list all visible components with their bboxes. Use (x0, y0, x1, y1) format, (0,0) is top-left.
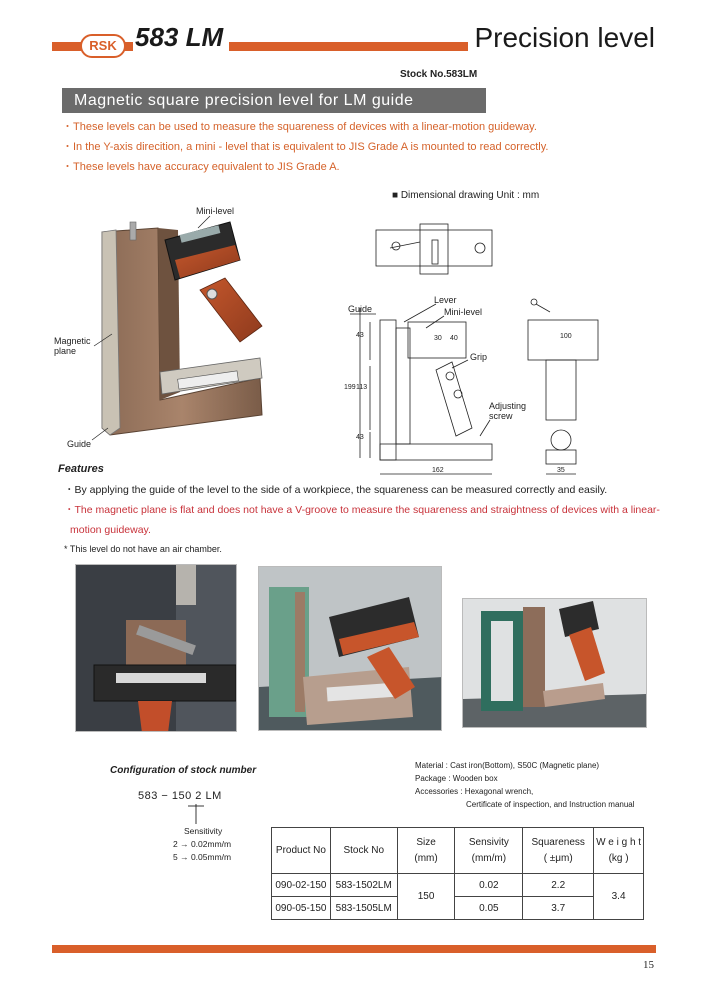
drawing-title: ■ Dimensional drawing Unit : mm (392, 190, 540, 201)
config-sensitivity-5: 5 → 0.05mm/m (173, 852, 232, 862)
drawing-label-lever: Lever (434, 295, 457, 305)
th-stock-no: Stock No (330, 828, 397, 874)
stock-number: Stock No.583LM (400, 69, 478, 80)
cell-weight: 3.4 (594, 874, 644, 920)
cell-stock: 583-1505LM (330, 897, 397, 920)
th-product-no: Product No (272, 828, 331, 874)
accessories-line-2: Certificate of inspection, and Instruction manual (466, 800, 635, 809)
th-sensitivity: Sensivity (mm/m) (455, 828, 523, 874)
label-magnetic: Magnetic (54, 336, 91, 346)
feature-1: ・By applying the guide of the level to the side of a workpiece, the squareness can be measured correctly and easily. (64, 484, 608, 496)
cell-sensitivity: 0.05 (455, 897, 523, 920)
dim-199: 199 (344, 384, 356, 391)
footer-bar (52, 945, 656, 953)
dimensional-drawing (340, 200, 610, 480)
photo-mini-level-closeup (75, 564, 237, 732)
dim-30: 30 (434, 335, 442, 342)
rsk-logo: RSK (80, 34, 126, 58)
bullet-1: ・These levels can be used to measure the squareness of devices with a linear-motion guideway. (62, 121, 537, 133)
feature-2-cont: motion guideway. (70, 524, 151, 536)
air-chamber-note: * This level do not have an air chamber. (64, 544, 222, 554)
th-size: Size (mm) (397, 828, 455, 874)
config-sensitivity-label: Sensitivity (184, 826, 223, 836)
cell-product: 090-05-150 (272, 897, 331, 920)
dim-43-bottom: 43 (356, 434, 364, 441)
spec-table (271, 827, 644, 920)
cell-stock: 583-1502LM (330, 874, 397, 897)
photo-level-on-guideway (258, 566, 442, 731)
material-line: Material : Cast iron(Bottom), S50C (Magnetic plane) (415, 761, 600, 770)
drawing-label-adjusting: Adjusting (489, 401, 527, 411)
th-weight: W e i g h t (kg ) (594, 828, 644, 874)
drawing-label-guide: Guide (348, 304, 373, 314)
accessories-line: Accessories : Hexagonal wrench, (415, 787, 534, 796)
cell-product: 090-02-150 (272, 874, 331, 897)
dim-43-top: 43 (356, 332, 364, 339)
dim-162: 162 (432, 467, 444, 474)
dim-100: 100 (560, 333, 572, 340)
photo-level-side (462, 598, 647, 728)
config-bracket (186, 804, 206, 826)
label-guide: Guide (67, 439, 92, 449)
page-number: 15 (643, 959, 654, 971)
bullet-2: ・In the Y-axis direcition, a mini - level that is equivalent to JIS Grade A is mounted to read correctly. (62, 141, 549, 153)
bullet-3: ・These levels have accuracy equivalent to JIS Grade A. (62, 161, 340, 173)
package-line: Package : Wooden box (415, 774, 498, 783)
features-heading: Features (58, 463, 104, 475)
config-sensitivity-2: 2 → 0.02mm/m (173, 839, 232, 849)
page-title: Precision level (468, 20, 657, 56)
dim-35: 35 (557, 467, 565, 474)
table-row (272, 897, 644, 920)
cell-sensitivity: 0.02 (455, 874, 523, 897)
drawing-label-grip: Grip (470, 352, 488, 362)
drawing-label-screw: screw (489, 411, 513, 421)
drawing-label-mini-level: Mini-level (444, 307, 483, 317)
cell-squareness: 3.7 (523, 897, 594, 920)
th-squareness: Squareness ( ±μm) (523, 828, 594, 874)
table-header-row (272, 828, 644, 874)
product-banner: Magnetic square precision level for LM guide (62, 88, 486, 113)
table-row (272, 874, 644, 897)
dim-113: 113 (356, 384, 368, 391)
cell-squareness: 2.2 (523, 874, 594, 897)
dim-40: 40 (450, 335, 458, 342)
config-heading: Configuration of stock number (110, 765, 257, 776)
cell-size: 150 (397, 874, 455, 920)
model-number: 583 LM (133, 20, 229, 54)
config-code: 583 − 150 2 LM (138, 790, 222, 802)
label-plane: plane (54, 346, 77, 356)
label-mini-level: Mini-level (196, 206, 235, 216)
feature-2: ・The magnetic plane is flat and does not have a V-groove to measure the squareness and straightness of devices with a linear- (64, 504, 660, 516)
product-illustration (50, 200, 290, 460)
